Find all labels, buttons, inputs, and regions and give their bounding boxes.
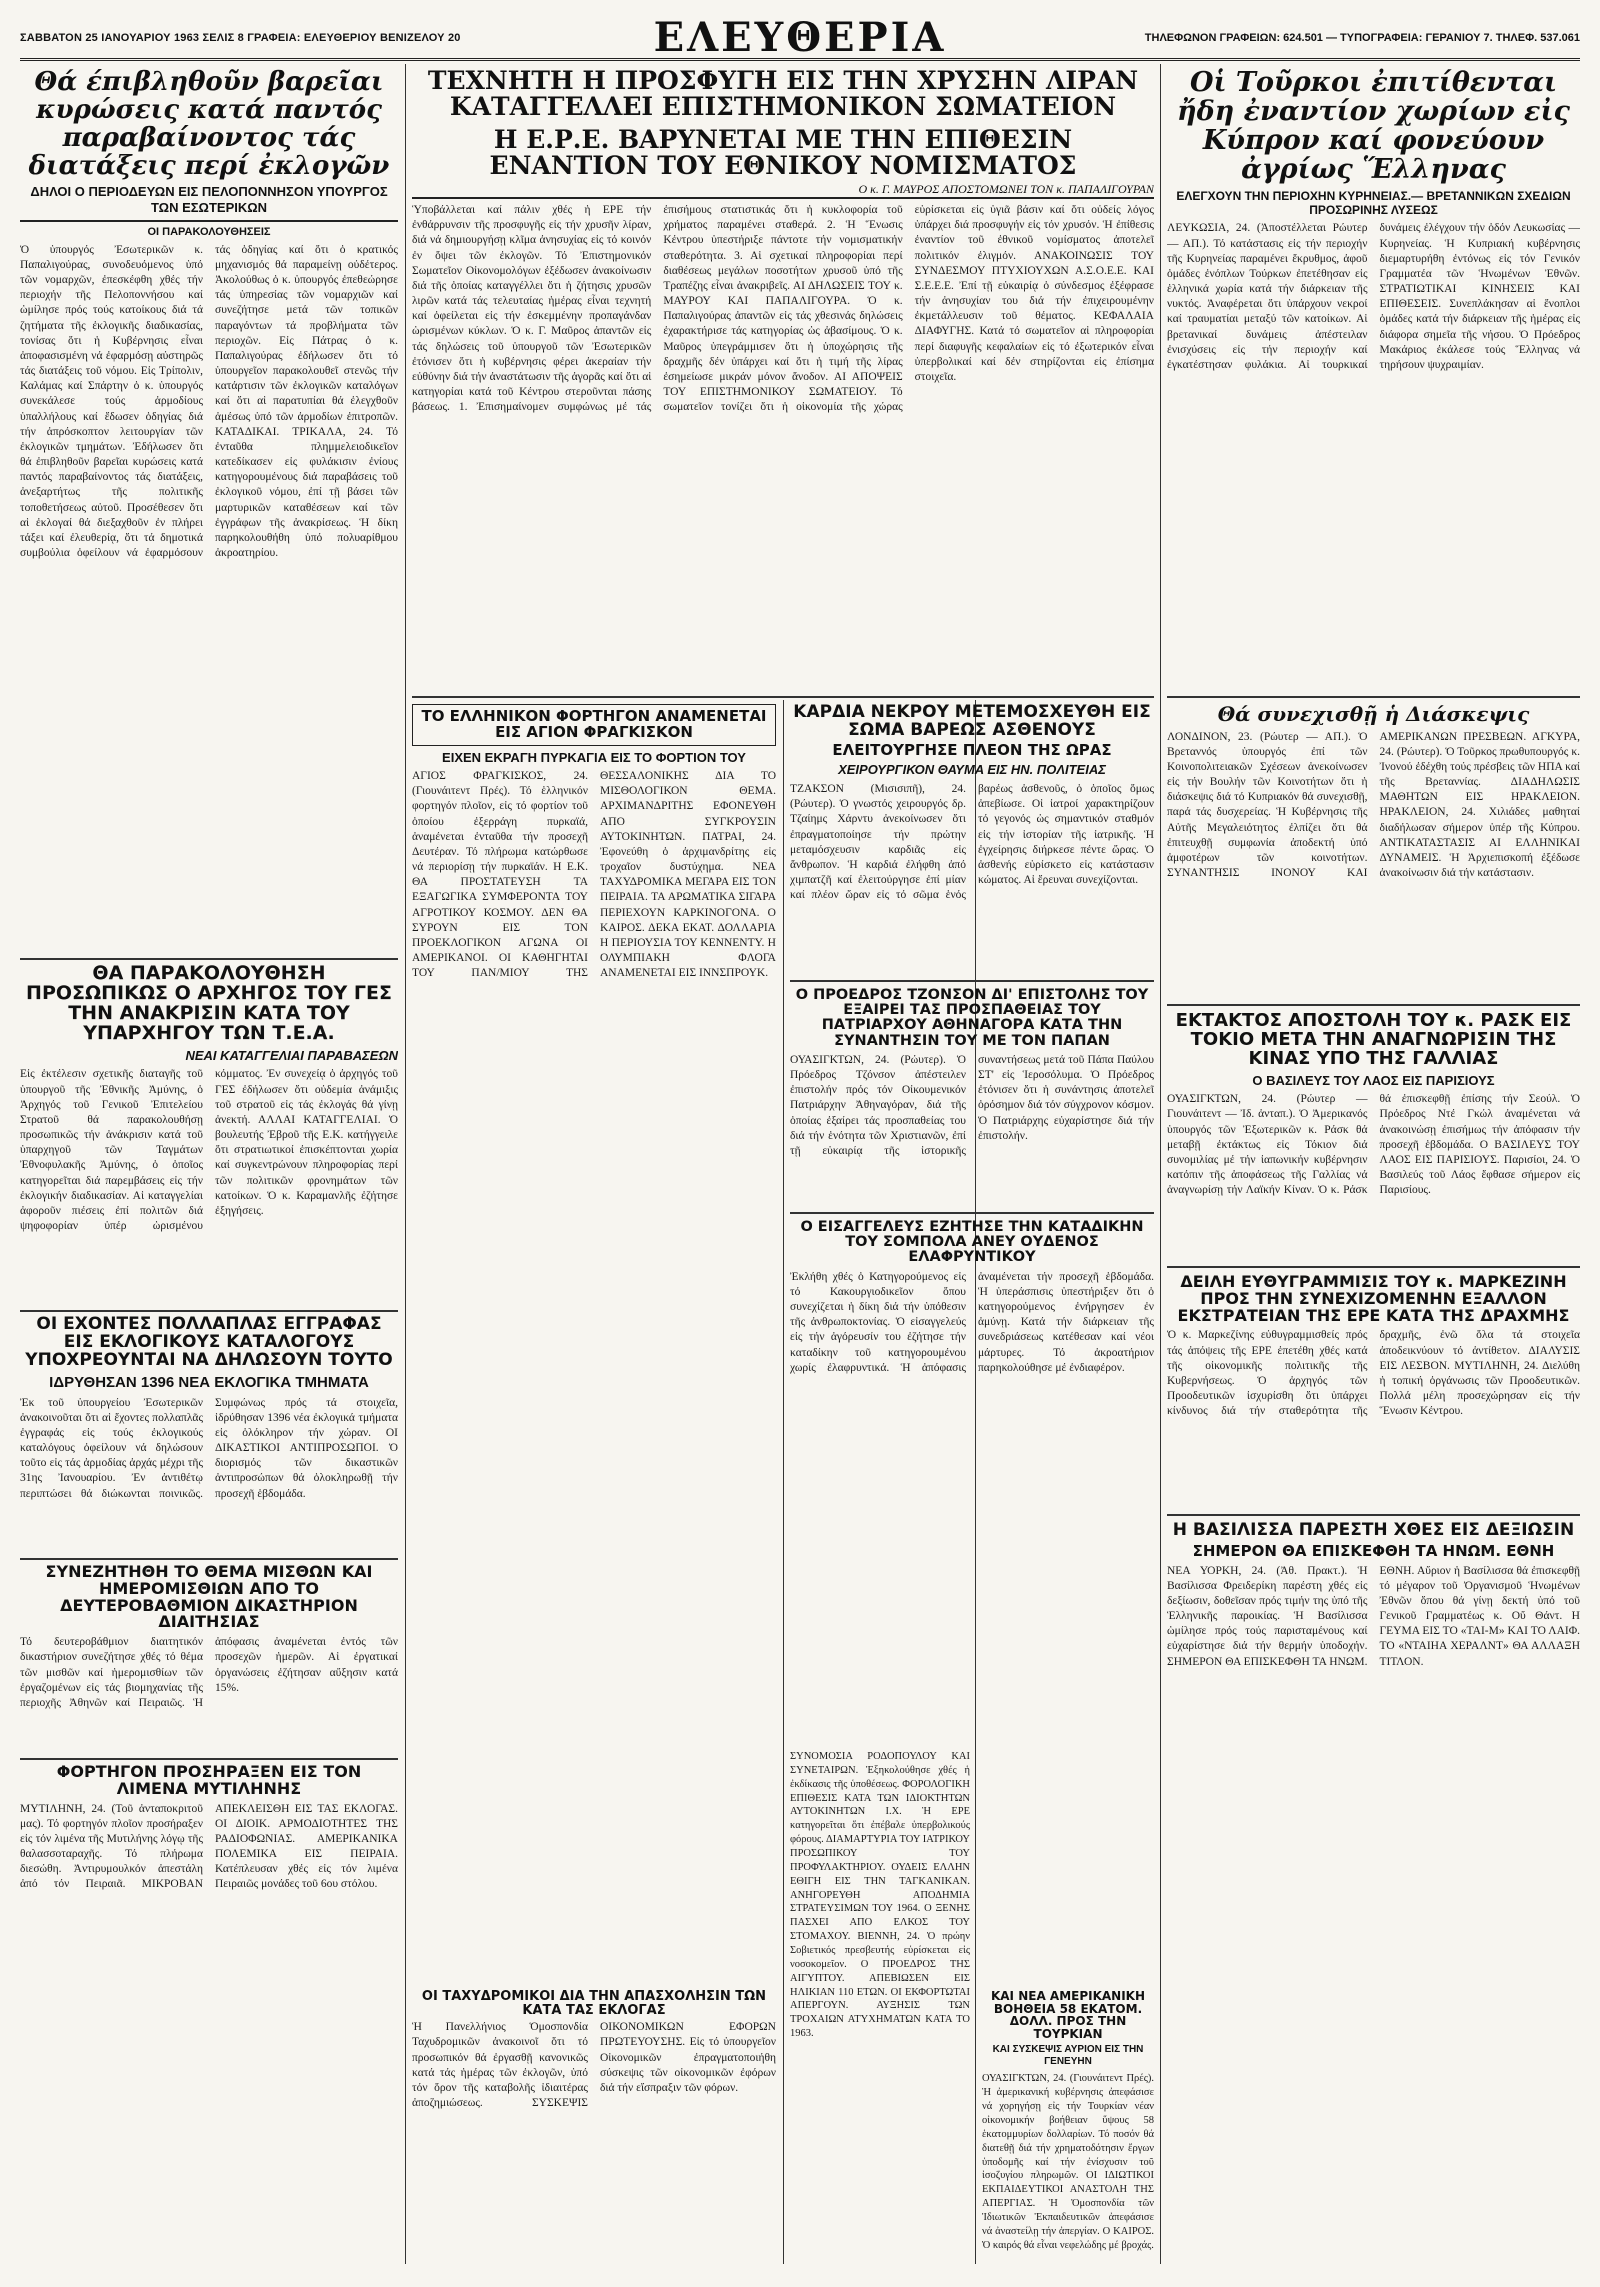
headline: ΣΥΝΕΖΗΤΗΘΗ ΤΟ ΘΕΜΑ ΜΙΣΘΩΝ ΚΑΙ ΗΜΕΡΟΜΙΣΘΙΩΝ ΑΠΟ ΤΟ ΔΕΥΤΕΡΟΒΑΘΜΙΟΝ ΔΙΚΑΣΤΗΡΙΟΝ ΔΙΑΙΤΗΣΙΑΣ <box>45 1564 373 1632</box>
headline-secondary: Η Ε.Ρ.Ε. ΒΑΡΥΝΕΤΑΙ ΜΕ ΤΗΝ ΕΠΙΘΕΣΙΝ ΕΝΑΝΤΙΟΝ ΤΟΥ ΕΘΝΙΚΟΥ ΝΟΜΙΣΜΑΤΟΣ <box>489 124 1077 180</box>
article-body: ΛΟΝΔΙΝΟΝ, 23. (Ρώυτερ — ΑΠ.). Ὁ Βρεταννός ὑπουργός ἐπί τῶν Κοινοπολιτειακῶν Σχέσεων ἀνεκοίνωσεν εἰς τήν Βουλήν τῶν Κοινοτήτων ὅτι ἡ διάσκεψις διά τό Κυπριακόν θά συνεχισθῇ, παρά τάς δυσχερείας. Ἡ Κυβέρνησις τῆς Αὐτῆς Μεγαλειότητος ἐλπίζει ὅτι θά ἐπιτευχθῇ συμφωνία ἀποδεκτή ὑπό ἀμφοτέρων τῶν κοινοτήτων. ΣΥΝΑΝΤΗΣΙΣ ΙΝΟΝΟΥ ΚΑΙ ΑΜΕΡΙΚΑΝΩΝ ΠΡΕΣΒΕΩΝ. ΑΓΚΥΡΑ, 24. (Ρώυτερ). Ὁ Τοῦρκος πρωθυπουργός κ. Ἰνονού ἐδέχθη τούς πρέσβεις τῶν ΗΠΑ καί τῆς Βρεταννίας. ΔΙΑΔΗΛΩΣΙΣ ΜΑΘΗΤΩΝ ΕΙΣ ΗΡΑΚΛΕΙΟΝ. ΗΡΑΚΛΕΙΟΝ, 24. Χιλιάδες μαθηταί διαδήλωσαν σήμερον ὑπέρ τῆς Κύπρου. ΑΝΤΙΚΑΤΑΣΤΑΣΙΣ ΑΙ ΕΛΛΗΝΙΚΑΙ ΔΥΝΑΜΕΙΣ. Ἡ Ἀρχιεπισκοπή ἐξέδωσε ἀνακοίνωσιν διά τήν κατάστασιν. <box>1167 730 1580 880</box>
date-line: ΣΑΒΒΑΤΟΝ 25 ΙΑΝΟΥΑΡΙΟΥ 1963 ΣΕΛΙΣ 8 ΓΡΑΦΕΙΑ: ΕΛΕΥΘΕΡΙΟΥ ΒΕΝΙΖΕΛΟΥ 20 <box>20 32 461 44</box>
article-freighter <box>20 1764 398 2264</box>
section-label: ΟΙ ΠΑΡΑΚΟΛΟΥΘΗΣΕΙΣ <box>147 225 271 238</box>
headline: Θά έπιβληθοῦν βαρεῖαι κυρώσεις κατά παντός παραβαίνοντος τάς διατάξεις περί ἐκλογῶν <box>28 68 390 182</box>
article-body: ΣΥΝΟΜΟΣΙΑ ΡΟΔΟΠΟΥΛΟΥ ΚΑΙ ΣΥΝΕΤΑΙΡΩΝ. Ἐξηκολούθησε χθές ἡ ἐκδίκασις τῆς ὑποθέσεως. ΦΟΡΟΛΟΓΙΚΗ ΕΠΙΘΕΣΙΣ ΚΑΤΑ ΤΩΝ ΙΔΙΟΚΤΗΤΩΝ ΑΥΤΟΚΙΝΗΤΩΝ Ι.Χ. Ἡ ΕΡΕ κατηγορεῖται ὅτι ἐπέβαλε ὑπερβολικούς φόρους. ΔΙΑΜΑΡΤΥΡΙΑ ΤΟΥ ΙΑΤΡΙΚΟΥ ΠΡΟΣΩΠΙΚΟΥ ΤΟΥ ΠΡΟΦΥΛΑΚΤΗΡΙΟΥ. ΟΥΔΕΙΣ ΕΛΛΗΝ ΕΘΙΓΗ ΕΙΣ ΤΗΝ ΤΑΓΚΑΝΙΚΑΝ. ΑΝΗΓΟΡΕΥΘΗ ΑΠΟΔΗΜΙΑ ΣΤΡΑΤΕΥΣΙΜΩΝ ΤΟΥ 1964. Ο ΞΕΝΗΣ ΠΑΣΧΕΙ ΑΠΟ ΕΛΚΟΣ ΤΟΥ ΣΤΟΜΑΧΟΥ. ΒΙΕΝΝΗ, 24. Ὁ πρώην Σοβιετικός πρεσβευτής εὑρίσκεται εἰς νοσοκομεῖον. Ο ΠΡΟΕΔΡΟΣ ΤΗΣ ΑΙΓΥΠΤΟΥ. ΑΠΕΒΙΩΣΕΝ ΕΙΣ ΗΛΙΚΙΑΝ 110 ΕΤΩΝ. ΟΙ ΕΚΦΟΡΤΩΤΑΙ ΑΠΕΡΓΟΥΝ. ΑΥΞΗΣΙΣ ΤΩΝ ΤΡΟΧΑΙΩΝ ΑΤΥΧΗΜΑΤΩΝ ΚΑΤΑ ΤΟ 1963. <box>790 1751 970 2040</box>
article-post <box>412 1990 776 2264</box>
headline-secondary: ΕΛΕΙΤΟΥΡΓΗΣΕ ΠΛΕΟΝ ΤΗΣ ΩΡΑΣ <box>832 740 1112 759</box>
subhead: ΔΗΛΟΙ Ο ΠΕΡΙΟΔΕΥΩΝ ΕΙΣ ΠΕΛΟΠΟΝΝΗΣΟΝ ΥΠΟΥΡΓΟΣ ΤΩΝ ΕΣΩΤΕΡΙΚΩΝ <box>20 184 398 221</box>
headline-secondary: ΣΗΜΕΡΟΝ ΘΑ ΕΠΙΣΚΕΦΘΗ ΤΑ ΗΝΩΜ. ΕΘΝΗ <box>1192 1541 1555 1560</box>
subhead: Ο ΒΑΣΙΛΕΥΣ ΤΟΥ ΛΑΟΣ ΕΙΣ ΠΑΡΙΣΙΟΥΣ <box>1252 1072 1495 1088</box>
headline: Οἱ Τοῦρκοι ἐπιτίθενται ἤδη ἐναντίον χωρίων εἰς Κύπρον καί φονεύουν ἀγρίως Ἕλληνας <box>1177 68 1570 186</box>
article-wages <box>20 1564 398 1754</box>
article-divider <box>1167 1004 1580 1006</box>
article-tea <box>20 964 398 1306</box>
article-body: ΤΖΑΚΣΟΝ (Μισισιπῆ), 24. (Ρώυτερ). Ὁ γνωστός χειρουργός δρ. Τζαίημς Χάρντυ ἀνεκοίνωσεν ὅτι ἐπραγματοποίησε τήν πρώτην μεταμόσχευσιν καρδιᾶς εἰς ἄνθρωπον. Ἡ καρδιά ἐλήφθη ἀπό χιμπατζῆ καί ἐλειτούργησε ἐπί μίαν καί πλέον ὥραν εἰς τό σῶμα ἑνός βαρέως ἀσθενοῦς, ὁ ὁποῖος ὅμως ἀπεβίωσε. Οἱ ἰατροί χαρακτηρίζουν τό γεγονός ὡς σημαντικόν σταθμόν εἰς τήν ἱστορίαν τῆς ἰατρικῆς. Ἡ ἐγχείρησις διήρκεσε πέντε ὥρας. Ὁ ἀσθενής εὑρίσκετο εἰς κατάστασιν κώματος. Αἱ ἔρευναι συνεχίζονται. <box>790 783 1154 902</box>
article-body: ΟΥΑΣΙΓΚΤΩΝ, 24. (Ρώυτερ — Γιουνάιτεντ — Ἰδ. ἀνταπ.). Ὁ Ἀμερικανός ὑπουργός τῶν Ἐξωτερικῶν κ. Ράσκ θά μεταβῇ ἐκτάκτως εἰς Τόκιον διά συνομιλίας μέ τήν ἰαπωνικήν κυβέρνησιν κατόπιν τῆς ἀποφάσεως τῆς Γαλλίας νά ἀναγνωρίσῃ τήν Λαϊκήν Κίναν. Ὁ κ. Ράσκ θά ἐπισκεφθῇ ἐπίσης τήν Σεούλ. Ὁ Πρόεδρος Ντέ Γκώλ ἀναμένεται νά ἀνακοινώσῃ ἐπισήμως τήν ἀπόφασιν τήν προσεχῆ ἑβδομάδα. Ο ΒΑΣΙΛΕΥΣ ΤΟΥ ΛΑΟΣ ΕΙΣ ΠΑΡΙΣΙΟΥΣ. Παρισίοι, 24. Ὁ Βασιλεύς τοῦ Λάος ἔφθασε σήμερον εἰς Παρισίους. <box>1167 1093 1580 1197</box>
article-body: ΝΕΑ ΥΟΡΚΗ, 24. (Ἀθ. Πρακτ.). Ἡ Βασίλισσα Φρειδερίκη παρέστη χθές εἰς δεξίωσιν, δοθεῖσαν πρός τιμήν της ὑπό τῆς Ἑλληνικῆς παροικίας. Ἡ Βασίλισσα ὡμίλησε πρός τούς παρισταμένους καί εὐχαρίστησε διά τήν θερμήν ὑποδοχήν. ΣΗΜΕΡΟΝ ΘΑ ΕΠΙΣΚΕΦΘΗ ΤΑ ΗΝΩΜ. ΕΘΝΗ. Αὔριον ἡ Βασίλισσα θά ἐπισκεφθῇ τό μέγαρον τοῦ Ὀργανισμοῦ Ἡνωμένων Ἐθνῶν ὅπου θά γίνῃ δεκτή ὑπό τοῦ Γενικοῦ Γραμματέως κ. Οὔ Θάντ. Η ΓΕΥΜΑ ΕΙΣ ΤΟ «ΤΑΙ-Μ» ΚΑΙ ΤΟ ΛΑΙΦ. ΤΟ «ΝΤΑΙΗΑ ΧΕΡΑΛΝΤ» ΘΑ ΑΛΛΑΞΗ ΤΙΤΛΟΝ. <box>1167 1564 1580 1668</box>
headline: ΘΑ ΠΑΡΑΚΟΛΟΥΘΗΣΗ ΠΡΟΣΩΠΙΚΩΣ Ο ΑΡΧΗΓΟΣ ΤΟΥ ΓΕΣ ΤΗΝ ΑΝΑΚΡΙΣΙΝ ΚΑΤΑ ΤΟΥ ΥΠΑΡΧΗΓΟΥ ΤΩΝ Τ.Ε.Α. <box>26 964 392 1044</box>
article-body: Τό δευτεροβάθμιον διαιτητικόν δικαστήριον συνεζήτησε χθές τό θέμα τῶν μισθῶν καί ἡμερομισθίων τῶν ἐργαζομένων εἰς τάς βιομηχανίας τῆς περιοχῆς Ἀθηνῶν καί Πειραιῶς. Ἡ ἀπόφασις ἀναμένεται ἐντός τῶν προσεχῶν ἡμερῶν. Αἱ ἐργατικαί ὀργανώσεις ἐζήτησαν αὔξησιν κατά 15%. <box>20 1636 398 1709</box>
headline: ΚΑΡΔΙΑ ΝΕΚΡΟΥ ΜΕΤΕΜΟΣΧΕΥΘΗ ΕΙΣ ΣΩΜΑ ΒΑΡΕΩΣ ΑΣΘΕΝΟΥΣ <box>793 704 1151 740</box>
article-queen <box>1167 1522 1580 2264</box>
headline: ΔΕΙΛΗ ΕΥΘΥΓΡΑΜΜΙΣΙΣ ΤΟΥ κ. ΜΑΡΚΕΖΙΝΗ ΠΡΟΣ ΤΗΝ ΣΥΝΕΧΙΖΟΜΕΝΗΝ ΕΞΑΛΛΟΝ ΕΚΣΤΡΑΤΕΙΑΝ ΤΗΣ ΕΡΕ ΚΑΤΑ ΤΗΣ ΔΡΑΧΜΗΣ <box>1177 1274 1570 1325</box>
article-cyprus <box>1167 68 1580 688</box>
article-body: Ὁ ὑπουργός Ἐσωτερικῶν κ. Παπαλιγούρας, συνοδευόμενος ὑπό τῶν νομαρχῶν, ἐπεσκέφθη χθές τήν περιοχήν τῆς Πελοποννήσου καί ὡμίλησε πρός τούς κατοίκους διά τά ζητήματα τῆς ἐκλογικῆς διαδικασίας, τονίσας ὅτι ἡ Κυβέρνησις εἶναι ἀποφασισμένη νά ἐφαρμόσῃ αὐστηρῶς τάς διατάξεις τοῦ νόμου. Εἰς Τρίπολιν, Καλάμας καί Σπάρτην ὁ κ. ὑπουργός συνεκάλεσε τούς ἀρμοδίους ὑπαλλήλους καί ἔδωσεν ὁδηγίας διά τήν ἀπρόσκοπτον λειτουργίαν τῶν ἐκλογικῶν τμημάτων. Ἐδήλωσεν ὅτι θά ἐπιβληθοῦν βαρεῖαι κυρώσεις κατά παντός παραβαίνοντος τάς διατάξεις, ἀνεξαρτήτως τῆς πολιτικῆς τοποθετήσεως αὐτοῦ. Προσέθεσεν ὅτι αἱ ἐκλογαί θά διεξαχθοῦν ἐν πλήρει τάξει καί ἐλευθερίᾳ, ὅτι τά δημοτικά συμβούλια ὀφείλουν νά ἐφαρμόσουν τάς ὁδηγίας καί ὅτι ὁ κρατικός μηχανισμός θά παραμείνῃ οὐδέτερος. Ἀκολούθως ὁ κ. ὑπουργός ἐπεθεώρησε τάς ὑπηρεσίας τῶν νομαρχιῶν καί συνεζήτησε μετά τῶν τοπικῶν παραγόντων τά προβλήματα τῶν περιοχῶν. Εἰς Πάτρας ὁ κ. Παπαλιγούρας ἐδήλωσεν ὅτι τό ὑπουργεῖον παρακολουθεῖ στενῶς τήν κατάρτισιν τῶν ἐκλογικῶν καταλόγων καί ὅτι αἱ παρατυπίαι θά ἐλεγχθοῦν ἀμέσως ὑπό τῶν ἀρμοδίων ἐπιτροπῶν. ΚΑΤΑΔΙΚΑΙ. ΤΡΙΚΑΛΑ, 24. Τό ἐνταῦθα πλημμελειοδικεῖον κατεδίκασεν εἰς φυλάκισιν ἐνίους κατηγορουμένους διά παραβάσεις τοῦ ἐκλογικοῦ νόμου, ἐπί τῇ βάσει τῶν μαρτυρικῶν καταθέσεων καί τῶν ἐγγράφων τῆς ἀνακρίσεως. Ἡ δίκη παρηκολουθήθη ὑπό πολυαρίθμου ἀκροατηρίου. <box>20 243 398 560</box>
headline: ΚΑΙ ΝΕΑ ΑΜΕΡΙΚΑΝΙΚΗ ΒΟΗΘΕΙΑ 58 ΕΚΑΤΟΜ. ΔΟΛΛ. ΠΡΟΣ ΤΗΝ ΤΟΥΡΚΙΑΝ <box>990 1990 1146 2041</box>
column-rule <box>783 700 784 2264</box>
subhead: ΧΕΙΡΟΥΡΓΙΚΟΝ ΘΑΥΜΑ ΕΙΣ ΗΝ. ΠΟΛΙΤΕΙΑΣ <box>838 762 1106 778</box>
article-body: Ἐκ τοῦ ὑπουργείου Ἐσωτερικῶν ἀνακοινοῦται ὅτι αἱ ἔχοντες πολλαπλᾶς ἐγγραφάς εἰς τούς ἐκλογικούς καταλόγους ὀφείλουν νά δηλώσουν τοῦτο εἰς τάς ἁρμοδίας ἀρχάς μέχρι τῆς 31ης Ἰανουαρίου. Ἐν ἀντιθέτῳ περιπτώσει θά διώκωνται ποινικῶς. Συμφώνως πρός τά στοιχεῖα, ἱδρύθησαν 1396 νέα ἐκλογικά τμήματα εἰς ὁλόκληρον τήν χώραν. ΟΙ ΔΙΚΑΣΤΙΚΟΙ ΑΝΤΙΠΡΟΣΩΠΟΙ. Ὁ διορισμός τῶν δικαστικῶν ἀντιπροσώπων θά ὁλοκληρωθῇ τήν προσεχῆ ἑβδομάδα. <box>20 1396 398 1500</box>
newspaper-masthead: ΕΛΕΥΘΕΡΙΑ <box>653 14 947 61</box>
article-divider <box>412 696 1154 698</box>
column-rule <box>1160 64 1161 2264</box>
article-athenagoras <box>790 988 1154 1206</box>
headline: Θά συνεχισθῇ ἡ Διάσκεψις <box>1217 704 1530 726</box>
article-body: Ὁ κ. Μαρκεζίνης εὐθυγραμμισθείς πρός τάς ἀπόψεις τῆς ΕΡΕ ἐπετέθη χθές κατά τῆς οἰκονομικῆς πολιτικῆς τῆς Κυβερνήσεως. Ὁ ἀρχηγός τῶν Προοδευτικῶν ἰσχυρίσθη ὅτι ὑπάρχει κίνδυνος διά τήν σταθερότητα τῆς δραχμῆς, ἐνῶ ὅλα τά στοιχεῖα ἀποδεικνύουν τό ἀντίθετον. ΔΙΑΛΥΣΙΣ ΕΙΣ ΛΕΣΒΟΝ. ΜΥΤΙΛΗΝΗ, 24. Διελύθη ἡ τοπική ὀργάνωσις τῶν Προοδευτικῶν. Πολλά μέλη προσεχώρησαν εἰς τήν Ἕνωσιν Κέντρου. <box>1167 1329 1580 1418</box>
subhead: ΙΔΡΥΘΗΣΑΝ 1396 ΝΕΑ ΕΚΛΟΓΙΚΑ ΤΜΗΜΑΤΑ <box>49 1373 369 1391</box>
article-body: Εἰς ἐκτέλεσιν σχετικῆς διαταγῆς τοῦ ὑπουργοῦ τῆς Ἐθνικῆς Ἀμύνης, ὁ Ἀρχηγός τοῦ Γενικοῦ Ἐπιτελείου Στρατοῦ θά παρακολουθήσῃ προσωπικῶς τήν ἀνάκρισιν κατά τοῦ ὑπαρχηγοῦ τῶν Ταγμάτων Ἐθνοφυλακῆς Ἀμύνης, ὁ ὁποῖος κατηγορεῖται διά παρεμβάσεις εἰς τήν ἐκλογικήν διαδικασίαν. Αἱ καταγγελίαι ἀφοροῦν πιέσεις ἐπί πολιτῶν διά ψηφοφορίαν ὑπέρ ὡρισμένου κόμματος. Ἐν συνεχείᾳ ὁ ἀρχηγός τοῦ ΓΕΣ ἐδήλωσεν ὅτι οὐδεμία ἀνάμιξις τοῦ στρατοῦ εἰς τάς ἐκλογάς θά γίνῃ ἀνεκτή. ΑΛΛΑΙ ΚΑΤΑΓΓΕΛΙΑΙ. Ὁ βουλευτής Ἐβροῦ τῆς Ε.Κ. κατήγγειλε ὅτι στρατιωτικοί ἐπισκέπτονται χωρία καί συγκεντρώνουν πληροφορίας περί τῶν πολιτικῶν φρονημάτων τῶν κατοίκων. Ὁ κ. Καραμανλῆς ἐζήτησε ἐξηγήσεις. <box>20 1068 398 1233</box>
article-divider <box>20 958 398 960</box>
article-body: ΜΥΤΙΛΗΝΗ, 24. (Τοῦ ἀνταποκριτοῦ μας). Τό φορτηγόν πλοῖον προσήραξεν εἰς τόν λιμένα τῆς Μυτιλήνης λόγῳ τῆς θαλασσοταραχῆς. Τό πλήρωμα διεσώθη. Ἀντιρυμουλκόν ἀπεστάλη ἀπό τόν Πειραιᾶ. ΜΙΚΡΟΒΑΝ ΑΠΕΚΛΕΙΣΘΗ ΕΙΣ ΤΑΣ ΕΚΛΟΓΑΣ. ΟΙ ΔΙΟΙΚ. ΑΡΜΟΔΙΟΤΗΤΕΣ ΤΗΣ ΡΑΔΙΟΦΩΝΙΑΣ. ΑΜΕΡΙΚΑΝΙΚΑ ΠΟΛΕΜΙΚΑ ΕΙΣ ΠΕΙΡΑΙΑ. Κατέπλευσαν χθές εἰς τόν λιμένα Πειραιῶς μονάδες τοῦ 6ου στόλου. <box>20 1802 398 1891</box>
article-heart <box>790 704 1154 974</box>
article-body: ΟΥΑΣΙΓΚΤΩΝ, 24. (Γιουνάιτεντ Πρές). Ἡ ἀμερικανική κυβέρνησις ἀπεφάσισε νά χορηγήσῃ εἰς τήν Τουρκίαν νέαν οἰκονομικήν βοήθειαν ὕψους 58 ἑκατομμυρίων δολλαρίων. Τό ποσόν θά διατεθῇ διά τήν χρηματοδότησιν ἔργων ὑποδομῆς καί τήν ἐνίσχυσιν τοῦ ἰσοζυγίου πληρωμῶν. ΟΙ ΙΔΙΩΤΙΚΟΙ ΕΚΠΑΙΔΕΥΤΙΚΟΙ ΑΝΑΣΤΟΛΗ ΤΗΣ ΑΠΕΡΓΙΑΣ. Ἡ Ὁμοσπονδία τῶν Ἰδιωτικῶν Ἐκπαιδευτικῶν ἀπεφάσισε νά ἀναστείλῃ τήν ἀπεργίαν. Ο ΚΑΙΡΟΣ. Ὁ καιρός θά εἶναι νεφελώδης μέ βροχάς. <box>982 2073 1154 2251</box>
article-divider <box>20 1758 398 1760</box>
headline: ΦΟΡΤΗΓΟΝ ΠΡΟΣΗΡΑΞΕΝ ΕΙΣ ΤΟΝ ΛΙΜΕΝΑ ΜΥΤΙΛΗΝΗΣ <box>56 1764 362 1798</box>
headline: ΟΙ ΤΑΧΥΔΡΟΜΙΚΟΙ ΔΙΑ ΤΗΝ ΑΠΑΣΧΟΛΗΣΙΝ ΤΩΝ ΚΑΤΑ ΤΑΣ ΕΚΛΟΓΑΣ <box>421 1990 767 2018</box>
article-gold <box>412 68 1154 692</box>
article-divider <box>20 1310 398 1312</box>
article-lists <box>20 1316 398 1554</box>
article-divider <box>20 1558 398 1560</box>
article-body: ΛΕΥΚΩΣΙΑ, 24. (Ἀποστέλλεται Ρώυτερ — ΑΠ.). Τό κατάστασις εἰς τήν περιοχήν τῆς Κυρηνείας παραμένει ἔκρυθμος, ἀφοῦ ὁμάδες ἐνόπλων Τούρκων ἐπετέθησαν εἰς ἑλληνικά χωρία κατά τήν διάρκειαν τῆς νυκτός. Ἀναφέρεται ὅτι ὑπάρχουν νεκροί καί τραυματίαι μεταξύ τῶν κατοίκων. Αἱ βρετανικαί δυνάμεις ἀπέστειλαν ἐνισχύσεις εἰς τήν περιοχήν καί ἐγκατέστησαν φυλάκια. Αἱ τουρκικαί δυνάμεις ἐλέγχουν τήν ὁδόν Λευκωσίας — Κυρηνείας. Ἡ Κυπριακή κυβέρνησις διεμαρτυρήθη ἐντόνως εἰς τόν Γενικόν Γραμματέα τῶν Ἡνωμένων Ἐθνῶν. ΣΤΡΑΤΙΩΤΙΚΑΙ ΚΙΝΗΣΕΙΣ ΚΑΙ ΕΠΙΘΕΣΕΙΣ. Συνεπλάκησαν αἱ ἔνοπλοι ὁμάδες κατά τήν διάρκειαν τῆς ἡμέρας εἰς διάφορα σημεῖα τῆς νήσου. Ὁ Πρόεδρος Μακάριος ἐκάλεσε τούς Ἕλληνας νά τηρήσουν ψυχραιμίαν. <box>1167 222 1580 371</box>
subhead: ΕΙΧΕΝ ΕΚΡΑΓΗ ΠΥΡΚΑΓΙΑ ΕΙΣ ΤΟ ΦΟΡΤΙΟΝ ΤΟΥ <box>442 749 746 765</box>
headline: Ο ΕΙΣΑΓΓΕΛΕΥΣ ΕΖΗΤΗΣΕ ΤΗΝ ΚΑΤΑΔΙΚΗΝ ΤΟΥ ΣΟΜΠΟΛΑ ΑΝΕΥ ΟΥΔΕΝΟΣ ΕΛΑΦΡΥΝΤΙΚΟΥ <box>800 1220 1144 1266</box>
article-divider <box>1167 1514 1580 1516</box>
headline: Η ΒΑΣΙΛΙΣΣΑ ΠΑΡΕΣΤΗ ΧΘΕΣ ΕΙΣ ΔΕΞΙΩΣΙΝ <box>1172 1522 1575 1540</box>
headline: ΕΚΤΑΚΤΟΣ ΑΠΟΣΤΟΛΗ ΤΟΥ κ. ΡΑΣΚ ΕΙΣ ΤΟΚΙΟ ΜΕΤΑ ΤΗΝ ΑΝΑΓΝΩΡΙΣΙΝ ΤΗΣ ΚΙΝΑΣ ΥΠΟ ΤΗΣ ΓΑΛΛΙΑΣ <box>1175 1012 1572 1069</box>
headline: ΤΟ ΕΛΛΗΝΙΚΟΝ ΦΟΡΤΗΓΟΝ ΑΝΑΜΕΝΕΤΑΙ ΕΙΣ ΑΓΙΟΝ ΦΡΑΓΚΙΣΚΟΝ <box>412 704 776 746</box>
article-body: Ἡ Πανελλήνιος Ὁμοσπονδία Ταχυδρομικῶν ἀνακοινοῖ ὅτι τό προσωπικόν θά ἐργασθῇ κανονικῶς κατά τάς ἡμέρας τῶν ἐκλογῶν, ὑπό τόν ὅρον τῆς καταβολῆς ἰδιαιτέρας ἀποζημιώσεως. ΣΥΣΚΕΨΙΣ ΟΙΚΟΝΟΜΙΚΩΝ ΕΦΟΡΩΝ ΠΡΩΤΕΥΟΥΣΗΣ. Εἰς τό ὑπουργεῖον Οἰκονομικῶν ἐπραγματοποιήθη σύσκεψις τῶν οἰκονομικῶν ἐφόρων διά τήν εἴσπραξιν τῶν φόρων. <box>412 2021 776 2110</box>
subhead: ΝΕΑΙ ΚΑΤΑΓΓΕΛΙΑΙ ΠΑΡΑΒΑΣΕΩΝ <box>185 1047 398 1063</box>
headline: Ο ΠΡΟΕΔΡΟΣ ΤΖΟΝΣΟΝ ΔΙ' ΕΠΙΣΤΟΛΗΣ ΤΟΥ ΕΞΑΙΡΕΙ ΤΑΣ ΠΡΟΣΠΑΘΕΙΑΣ ΤΟΥ ΠΑΤΡΙΑΡΧΟΥ ΑΘΗΝΑΓΟΡΑ ΚΑΤΑ ΤΗΝ ΣΥΝΑΝΤΗΣΙΝ ΤΟΥ ΜΕ ΤΟΝ ΠΑΠΑΝ <box>795 988 1149 1049</box>
article-rusk <box>1167 1012 1580 1262</box>
column-rule <box>405 64 406 2264</box>
article-markezinis <box>1167 1274 1580 1510</box>
article-talks <box>1167 704 1580 1000</box>
byline: Ο κ. Γ. ΜΑΥΡΟΣ ΑΠΟΣΤΟΜΩΝΕΙ ΤΟΝ κ. ΠΑΠΑΛΙΓΟΥΡΑΝ <box>412 182 1154 199</box>
article-divider <box>1167 696 1580 698</box>
headline: ΟΙ ΕΧΟΝΤΕΣ ΠΟΛΛΑΠΛΑΣ ΕΓΓΡΑΦΑΣ ΕΙΣ ΕΚΛΟΓΙΚΟΥΣ ΚΑΤΑΛΟΓΟΥΣ ΥΠΟΧΡΕΟΥΝΤΑΙ ΝΑ ΔΗΛΩΣΟΥΝ ΤΟΥΤΟ <box>25 1316 393 1370</box>
headline: ΤΕΧΝΗΤΗ Η ΠΡΟΣΦΥΓΗ ΕΙΣ ΤΗΝ ΧΡΥΣΗΝ ΛΙΡΑΝ ΚΑΤΑΓΓΕΛΛΕΙ ΕΠΙΣΤΗΜΟΝΙΚΟΝ ΣΩΜΑΤΕΙΟΝ <box>427 68 1139 122</box>
article-body: Ἐκλήθη χθές ὁ Κατηγορούμενος εἰς τό Κακουργιοδικεῖον ὅπου συνεχίζεται ἡ δίκη διά τήν ὑπόθεσιν τῆς ἀνθρωποκτονίας. Ὁ εἰσαγγελεύς εἰς τήν ἀγόρευσίν του ἐζήτησε τήν καταδίκην τοῦ κατηγορουμένου χωρίς ἐλαφρυντικά. Ἡ ἀπόφασις ἀναμένεται τήν προσεχῆ ἑβδομάδα. Ἡ ὑπεράσπισις ὑπεστήριξεν ὅτι ὁ κατηγορούμενος ἐνήργησεν ἐν ἀμύνῃ. Κατά τήν διάρκειαν τῆς συνεδριάσεως κατέθεσαν καί νέοι μάρτυρες. Τό ἀκροατήριον παρηκολούθησε μέ ἐνδιαφέρον. <box>790 1270 1154 1374</box>
article-body: ΑΓΙΟΣ ΦΡΑΓΚΙΣΚΟΣ, 24. (Γιουνάιτεντ Πρές). Τό ἑλληνικόν φορτηγόν πλοῖον, εἰς τό φορτίον τοῦ ὁποίου ἐξερράγη πυρκαϊά, ἀναμένεται ἐνταῦθα τήν προσεχῆ Δευτέραν. Τό πλήρωμα κατώρθωσε νά περιορίσῃ τήν πυρκαϊάν. Η Ε.Κ. ΘΑ ΠΡΟΣΤΑΤΕΥΣΗ ΤΑ ΕΞΑΓΩΓΙΚΑ ΣΥΜΦΕΡΟΝΤΑ ΤΟΥ ΑΓΡΟΤΙΚΟΥ ΚΟΣΜΟΥ. ΔΕΝ ΘΑ ΣΥΡΟΥΝ ΕΙΣ ΤΟΝ ΠΡΟΕΚΛΟΓΙΚΟΝ ΑΓΩΝΑ ΟΙ ΑΜΕΡΙΚΑΝΟΙ. ΟΙ ΚΑΘΗΓΗΤΑΙ ΤΟΥ ΠΑΝ/ΜΙΟΥ ΤΗΣ ΘΕΣΣΑΛΟΝΙΚΗΣ ΔΙΑ ΤΟ ΜΙΣΘΟΛΟΓΙΚΟΝ ΘΕΜΑ. ΑΡΧΙΜΑΝΔΡΙΤΗΣ ΕΦΟΝΕΥΘΗ ΑΠΟ ΣΥΓΚΡΟΥΣΙΝ ΑΥΤΟΚΙΝΗΤΩΝ. ΠΑΤΡΑΙ, 24. Ἐφονεύθη ὁ ἀρχιμανδρίτης εἰς τροχαῖον δυστύχημα. ΝΕΑ ΤΑΧΥΔΡΟΜΙΚΑ ΜΕΓΑΡΑ ΕΙΣ ΤΟΝ ΠΕΙΡΑΙΑ. ΤΑ ΑΡΩΜΑΤΙΚΑ ΣΙΓΑΡΑ ΠΕΡΙΕΧΟΥΝ ΚΑΡΚΙΝΟΓΟΝΑ. Ο ΚΑΙΡΟΣ. ΔΕΚΑ ΕΚΑΤ. ΔΟΛΛΑΡΙΑ Η ΠΕΡΙΟΥΣΙΑ ΤΟΥ ΚΕΝΝΕΝΤΥ. Η ΟΛΥΜΠΙΑΚΗ ΦΛΟΓΑ ΑΝΑΜΕΝΕΤΑΙ ΕΙΣ ΙΝΝΣΠΡΟΥΚ. <box>412 770 776 980</box>
article-divider <box>1167 1266 1580 1268</box>
article-body: Ὑποβάλλεται καί πάλιν χθές ἡ ΕΡΕ τήν ἐνθάρρυνσιν τῆς προσφυγῆς εἰς τήν χρυσῆν λίραν, διά νά δημιουργήσῃ κλῖμα ἀνησυχίας εἰς τό κοινόν ἐν ὄψει τῶν ἐκλογῶν. Τό Ἐπιστημονικόν Σωματεῖον Οἰκονομολόγων ἐξέδωσεν ἀνακοίνωσιν διά τῆς ὁποίας καταγγέλλει ὅτι ἡ ζήτησις χρυσῶν λιρῶν κατά τάς τελευταίας ἡμέρας εἶναι τεχνητή καί ὀφείλεται εἰς τήν ἐσκεμμένην προπαγάνδαν ὡρισμένων κύκλων. Ὁ κ. Γ. Μαῦρος ἀπαντῶν εἰς τάς δηλώσεις τοῦ ὑπουργοῦ τῶν Ἐσωτερικῶν ἐτόνισεν ὅτι ἡ κυβέρνησις φέρει ἀκεραίαν τήν εὐθύνην διά τήν ἀναστάτωσιν τῆς ἀγορᾶς καί ὅτι αἱ κατηγορίαι κατά τοῦ Κέντρου στεροῦνται πάσης βάσεως. 1. Ἐπισημαίνομεν συμφώνως μέ τάς ἐπισήμους στατιστικάς ὅτι ἡ κυκλοφορία τοῦ χρήματος παραμένει σταθερά. 2. Ἡ Ἕνωσις Κέντρου ὑπεστήριξε πάντοτε τήν νομισματικήν σταθερότητα. 3. Αἱ σχετικαί πληροφορίαι περί διαθέσεως μεγάλων ποσοτήτων χρυσοῦ ὑπό τῆς Τραπέζης εἶναι ἀνακριβεῖς. ΑΙ ΔΗΛΩΣΕΙΣ ΤΟΥ κ. ΜΑΥΡΟΥ ΚΑΙ ΠΑΠΑΛΙΓΟΥΡΑ. Ὁ κ. Παπαλιγούρας ἀπαντῶν εἰς τάς χθεσινάς δηλώσεις ἐχαρακτήρισε τάς κατηγορίας ὡς ἀβασίμους. Ὁ κ. Μαῦρος ὑπεγράμμισεν ὅτι ἡ ὑποχώρησις τῆς δραχμῆς δέν ὑπάρχει καί ὅτι ἡ τιμή τῆς λίρας ἐσημείωσε μικράν μόνον ἄνοδον. ΑΙ ΑΠΟΨΕΙΣ ΤΟΥ ΕΠΙΣΤΗΜΟΝΙΚΟΥ ΣΩΜΑΤΕΙΟΥ. Τό σωματεῖον τονίζει ὅτι ἡ οἰκονομία τῆς χώρας εὑρίσκεται εἰς ὑγιᾶ βάσιν καί ὅτι οὐδείς λόγος ὑπάρχει διά προσφυγήν εἰς τόν χρυσόν. Ἡ ἐπίθεσις ἐναντίον τοῦ ἐθνικοῦ νομίσματος ἀποτελεῖ πολιτικόν ἐλιγμόν. ΑΝΑΚΟΙΝΩΣΙΣ ΤΟΥ ΣΥΝΔΕΣΜΟΥ ΠΤΥΧΙΟΥΧΩΝ Α.Σ.Ο.Ε.Ε. ΚΑΙ Σ.Ε.Ε.Ε. Ἐπί τῇ εὐκαιρίᾳ ὁ σύνδεσμος ἐξέφρασε τήν ἀνησυχίαν του διά τήν ἐπιχειρουμένην ἐκμετάλλευσιν τοῦ θέματος. ΚΕΦΑΛΑΙΑ ΔΙΑΦΥΓΗΣ. Κατά τό σωματεῖον αἱ πληροφορίαι περί διαφυγῆς κεφαλαίων εἰς τό ἐξωτερικόν εἶναι ὑπερβολικαί καί δέν στηρίζονται εἰς ἐπίσημα στοιχεῖα. <box>412 204 1154 414</box>
subhead: ΚΑΙ ΣΥΣΚΕΨΙΣ ΑΥΡΙΟΝ ΕΙΣ ΤΗΝ ΓΕΝΕΥΗΝ <box>992 2044 1144 2068</box>
article-divider <box>790 980 1154 982</box>
phone-line: ΤΗΛΕΦΩΝΟΝ ΓΡΑΦΕΙΩΝ: 624.501 — ΤΥΠΟΓΡΑΦΕΙΑ: ΓΕΡΑΝΙΟΥ 7. ΤΗΛΕΦ. 537.061 <box>1144 32 1580 44</box>
article-aid <box>982 1990 1154 2264</box>
article-sanctions <box>20 68 398 956</box>
subhead: ΕΛΕΓΧΟΥΝ ΤΗΝ ΠΕΡΙΟΧΗΝ ΚΥΡΗΝΕΙΑΣ.— ΒΡΕΤΑΝΝΙΚΩΝ ΣΧΕΔΙΩΝ ΠΡΟΣΩΡΙΝΗΣ ΛΥΣΕΩΣ <box>1176 188 1571 218</box>
article-body: ΟΥΑΣΙΓΚΤΩΝ, 24. (Ρώυτερ). Ὁ Πρόεδρος Τζόνσον ἀπέστειλεν ἐπιστολήν πρός τόν Οἰκουμενικόν Πατριάρχην Ἀθηναγόραν, διά τῆς ὁποίας ἐξαίρει τάς προσπαθείας του διά τήν ἑνότητα τῶν Χριστιανῶν, ἐπί τῇ εὐκαιρίᾳ τῆς ἱστορικῆς συναντήσεως μετά τοῦ Πάπα Παύλου ΣΤ' εἰς Ἱεροσόλυμα. Ὁ Πρόεδρος ἐτόνισεν ὅτι ἡ συνάντησις ἀποτελεῖ ὁρόσημον διά τόν σύγχρονον κόσμον. Ὁ Πατριάρχης εὐχαρίστησε διά τήν ἐπιστολήν. <box>790 1053 1154 1157</box>
masthead-bar <box>20 14 1580 61</box>
article-divider <box>790 1212 1154 1214</box>
article-misc <box>790 1750 970 2264</box>
